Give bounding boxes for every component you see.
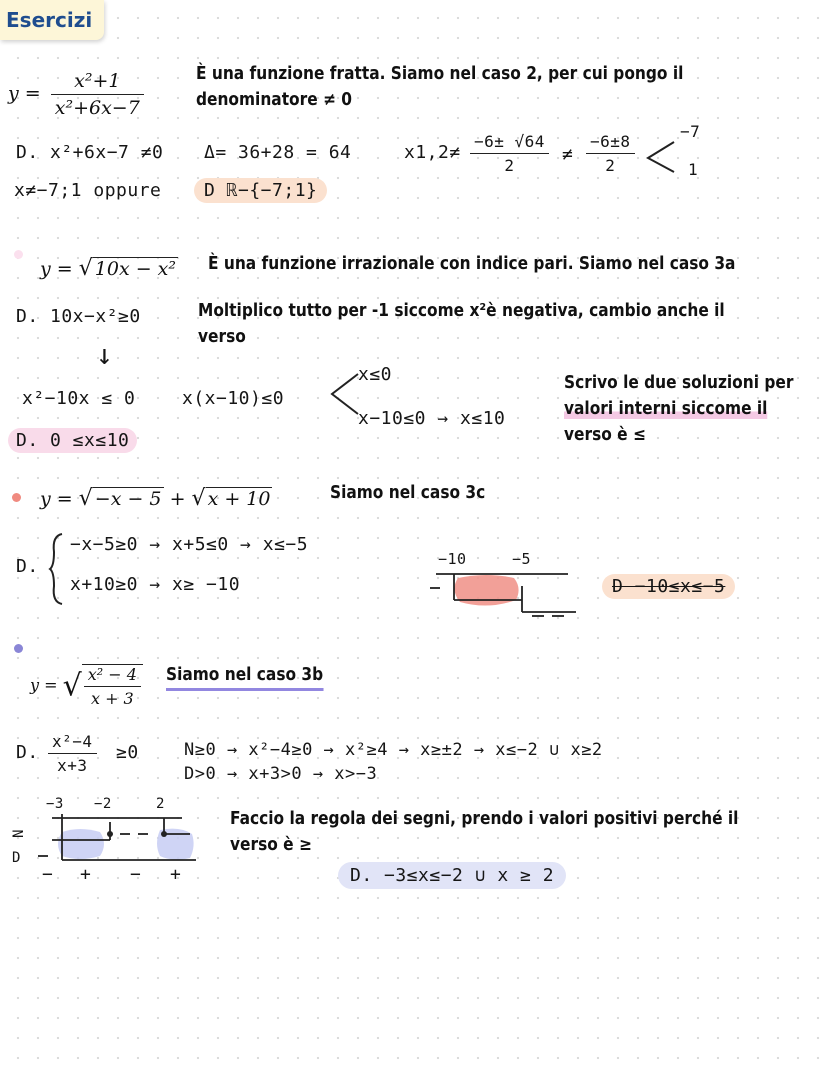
ex1-denominator-condition: D. x²+6x−7 ≠0 — [16, 142, 164, 163]
ex1-denominator: x²+6x−7 — [51, 94, 144, 119]
ex2-note2-line2: verso — [198, 327, 246, 347]
ex4-y-eq: y = — [30, 675, 58, 695]
ex3-system-line1: −x−5≥0 → x+5≤0 → x≤−5 — [70, 534, 309, 555]
ex4-row-d-label: D — [12, 850, 21, 866]
ex4-sign-4: + — [170, 864, 182, 885]
ex2-note3-line2 — [564, 396, 767, 422]
ex3-tick-minus10: −10 — [438, 550, 467, 568]
ex3-function — [40, 486, 272, 511]
ex4-tick-minus2: −2 — [94, 796, 112, 812]
down-arrow-icon: ↓ — [96, 338, 114, 371]
ex3-sign-chart — [426, 566, 578, 622]
ex3-plus: + — [169, 488, 186, 510]
ex2-note3-line1: Scrivo le due soluzioni per — [564, 373, 794, 393]
ex2-branch-icon — [328, 370, 362, 420]
ex2-case2: x−10≤0 → x≤10 — [358, 408, 506, 429]
ex1-root-2: 1 — [688, 160, 699, 179]
ex4-function — [30, 664, 143, 708]
ex3-note: Siamo nel caso 3c — [330, 483, 486, 503]
ex4-row-n-label: N — [8, 829, 25, 839]
ex2-note: È una funzione irrazionale con indice pari. Siamo nel caso 3a — [208, 254, 736, 274]
ex2-note3-line3: verso è ≤ — [564, 425, 646, 445]
sqrt-symbol-icon: √ — [78, 256, 93, 281]
ex2-case1: x≤0 — [358, 364, 393, 385]
ex1-branch-icon — [644, 138, 680, 178]
ex1-x12-label: x1,2≠ — [404, 142, 461, 163]
ex4-denominator: x + 3 — [84, 686, 141, 708]
ex1-solved-fraction — [582, 132, 639, 175]
ex1-solved-den: 2 — [586, 153, 635, 175]
ex4-prefix: D. — [16, 742, 39, 763]
ex1-function — [8, 70, 148, 119]
ex1-delta: Δ= 36+28 = 64 — [204, 142, 352, 163]
ex4-fraction — [44, 732, 101, 775]
ex4-tick-2: 2 — [156, 796, 165, 812]
system-brace-icon — [48, 532, 64, 606]
ex1-y-eq: y = — [8, 82, 41, 105]
ex1-quadratic-den: 2 — [470, 153, 549, 175]
sqrt-symbol-icon: √ — [62, 668, 82, 704]
ex4-note2-line2: verso è ≥ — [230, 835, 312, 855]
ex4-numerator: x² − 4 — [87, 665, 137, 684]
ex2-note3-line2-text: valori interni siccome il — [564, 399, 768, 419]
ex3-prefix: D. — [16, 556, 39, 577]
ex1-quadratic-fraction — [466, 132, 553, 175]
ex3-system-line2: x+10≥0 → x≥ −10 — [70, 574, 241, 595]
ex4-numerator-condition: N≥0 → x²−4≥0 → x²≥4 → x≥±2 → x≤−2 ∪ x≥2 — [184, 740, 603, 760]
ex4-note2-line1: Faccio la regola dei segni, prendo i valori positivi perché il — [230, 809, 739, 829]
ex2-y-eq: y = — [40, 258, 73, 280]
ex4-denominator-condition: D>0 → x+3>0 → x>−3 — [184, 764, 378, 784]
sqrt-symbol-icon: √ — [191, 486, 206, 511]
ex4-geq: ≥0 — [116, 742, 139, 763]
ex4-note — [166, 662, 323, 688]
ex4-frac-den: x+3 — [48, 753, 97, 775]
ex3-radicand-1: −x − 5 — [94, 488, 162, 510]
ex3-radicand-2: x + 10 — [207, 488, 271, 510]
ex1-root-1: −7 — [680, 122, 701, 141]
ex1-neq: ≠ — [562, 144, 574, 165]
ex1-quadratic-num: −6± √64 — [474, 132, 545, 151]
sqrt-symbol-icon: √ — [78, 486, 93, 511]
ex4-sign-1: − — [42, 864, 54, 885]
ex3-y-eq: y = — [40, 488, 73, 510]
ex2-domain-highlight: D. 0 ≤x≤10 — [8, 428, 137, 453]
page-title: Esercizi — [0, 0, 104, 40]
ex2-note2-line1: Moltiplico tutto per -1 siccome x²è negativa, cambio anche il — [198, 301, 725, 321]
ex2-function — [40, 256, 178, 281]
ex1-domain-highlight: D ℝ−{−7;1} — [194, 178, 327, 203]
ex4-domain-highlight: D. −3≤x≤−2 ∪ x ≥ 2 — [338, 862, 566, 889]
bullet-dot-red — [12, 493, 21, 502]
ex4-frac-num: x²−4 — [52, 732, 93, 751]
ex4-sign-3: − — [130, 864, 142, 885]
ex3-domain-highlight — [602, 574, 735, 599]
ex1-numerator: x²+1 — [74, 70, 121, 92]
ex2-radicand: 10x − x² — [94, 258, 177, 280]
ex4-note-text: Siamo nel caso 3b — [166, 665, 323, 691]
ex2-condition: D. 10x−x²≥0 — [16, 306, 141, 327]
ex2-inequality: x²−10x ≤ 0 — [22, 388, 136, 409]
ex4-sign-2: + — [80, 864, 92, 885]
ex3-domain-text: D −10≤x≤−5 — [612, 576, 726, 597]
ex1-solution-line: x≠−7;1 oppure — [14, 180, 162, 201]
ex2-factorized: x(x−10)≤0 — [182, 388, 285, 409]
ex4-sign-chart — [30, 812, 200, 868]
ex1-solved-num: −6±8 — [590, 132, 631, 151]
bullet-dot-pink — [14, 250, 23, 259]
bullet-dot-blue — [14, 644, 23, 653]
ex3-tick-minus5: −5 — [512, 550, 532, 568]
ex1-note-line1: È una funzione fratta. Siamo nel caso 2, per cui pongo il — [196, 64, 684, 84]
ex1-note-line2: denominatore ≠ 0 — [196, 90, 353, 110]
ex4-tick-minus3: −3 — [46, 796, 64, 812]
